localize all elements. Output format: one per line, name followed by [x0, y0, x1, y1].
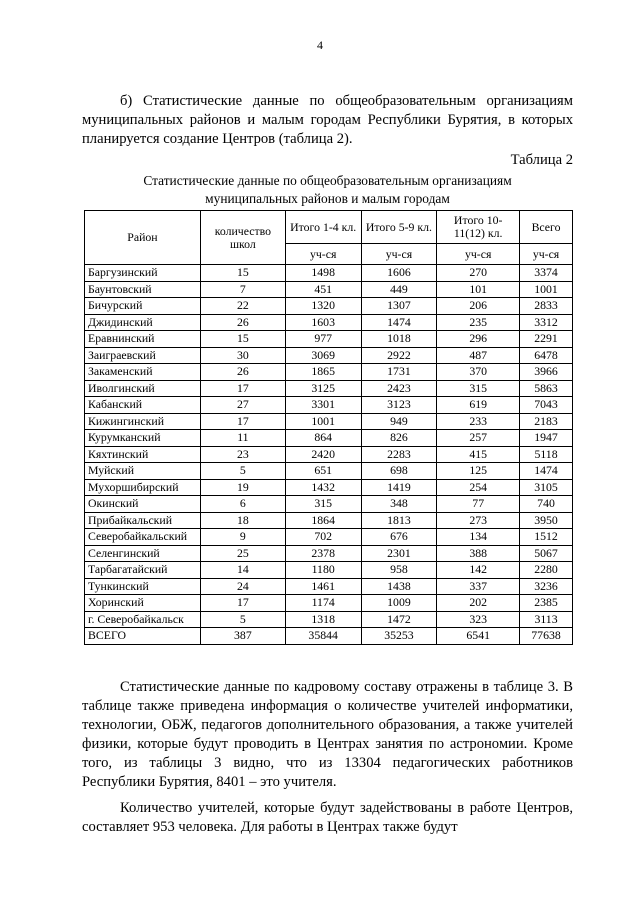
cell-schools: 17: [200, 380, 285, 397]
cell-grades-1-4: 1320: [285, 298, 361, 315]
cell-grades-5-9: 1813: [361, 512, 437, 529]
cell-district: Северобайкальский: [85, 529, 201, 546]
header-schools: количество школ: [200, 211, 285, 265]
cell-grades-1-4: 1864: [285, 512, 361, 529]
header-total: Всего: [520, 211, 573, 244]
cell-district: Тункинский: [85, 578, 201, 595]
cell-district: Хоринский: [85, 595, 201, 612]
cell-total: 7043: [520, 397, 573, 414]
header-unit: уч-ся: [285, 244, 361, 265]
cell-grades-1-4: 2420: [285, 446, 361, 463]
table-row: [85, 347, 573, 364]
cell-district: Курумканский: [85, 430, 201, 447]
cell-district: Селенгинский: [85, 545, 201, 562]
table-row: [85, 314, 573, 331]
cell-schools: 5: [200, 611, 285, 628]
cell-grades-10-11: 6541: [437, 628, 520, 645]
cell-schools: 9: [200, 529, 285, 546]
cell-total: 5863: [520, 380, 573, 397]
cell-grades-1-4: 864: [285, 430, 361, 447]
cell-total: 3236: [520, 578, 573, 595]
cell-schools: 24: [200, 578, 285, 595]
cell-total: 2385: [520, 595, 573, 612]
cell-grades-5-9: 826: [361, 430, 437, 447]
staff-paragraph: Статистические данные по кадровому составу отражены в таблице 3. В таблице также приведена информация о количестве учителей информатики, технологии, ОБЖ, педагогов дополнительного образования, а также учителей физики, которые будут проводить в Центрах занятия по астрономии. Кроме того, из таблицы 3 видно, что из 13304 педагогических работников Республики Бурятия, 8401 – это учителя.: [82, 679, 573, 790]
cell-district: Джидинский: [85, 314, 201, 331]
table-row: [85, 430, 573, 447]
cell-district: Баунтовский: [85, 281, 201, 298]
table-row: [85, 545, 573, 562]
cell-schools: 6: [200, 496, 285, 513]
cell-grades-5-9: 35253: [361, 628, 437, 645]
table-row: [85, 479, 573, 496]
header-district: Район: [85, 211, 201, 265]
intro-paragraph: б) Статистические данные по общеобразовательным организациям муниципальных районов и малым городам Республики Бурятия, в которых планируется создание Центров (таблица 2).: [82, 93, 573, 147]
cell-grades-10-11: 323: [437, 611, 520, 628]
cell-grades-10-11: 487: [437, 347, 520, 364]
cell-grades-5-9: 1419: [361, 479, 437, 496]
cell-schools: 22: [200, 298, 285, 315]
table-row: [85, 628, 573, 645]
cell-grades-1-4: 1498: [285, 265, 361, 282]
cell-grades-10-11: 296: [437, 331, 520, 348]
cell-schools: 14: [200, 562, 285, 579]
page-number: 4: [317, 38, 323, 52]
cell-district: Окинский: [85, 496, 201, 513]
statistics-table: [84, 210, 573, 645]
cell-grades-1-4: 1001: [285, 413, 361, 430]
table-row: [85, 446, 573, 463]
cell-grades-10-11: 125: [437, 463, 520, 480]
cell-grades-1-4: 35844: [285, 628, 361, 645]
table-body: [85, 265, 573, 645]
table-row: [85, 298, 573, 315]
cell-grades-10-11: 77: [437, 496, 520, 513]
cell-schools: 23: [200, 446, 285, 463]
cell-total: 3105: [520, 479, 573, 496]
table-row: [85, 578, 573, 595]
cell-district: Тарбагатайский: [85, 562, 201, 579]
cell-total: 1474: [520, 463, 573, 480]
cell-grades-5-9: 676: [361, 529, 437, 546]
cell-grades-10-11: 415: [437, 446, 520, 463]
cell-total: 3950: [520, 512, 573, 529]
header-unit: уч-ся: [437, 244, 520, 265]
cell-district: Бичурский: [85, 298, 201, 315]
table-title-line-2: муниципальных районов и малым городам: [205, 191, 450, 206]
cell-grades-10-11: 202: [437, 595, 520, 612]
cell-schools: 7: [200, 281, 285, 298]
cell-total: 1001: [520, 281, 573, 298]
cell-district: г. Северобайкальск: [85, 611, 201, 628]
cell-total: 6478: [520, 347, 573, 364]
cell-grades-5-9: 1018: [361, 331, 437, 348]
cell-grades-10-11: 142: [437, 562, 520, 579]
cell-grades-10-11: 134: [437, 529, 520, 546]
cell-grades-10-11: 337: [437, 578, 520, 595]
cell-grades-1-4: 1180: [285, 562, 361, 579]
cell-schools: 15: [200, 265, 285, 282]
table-row: [85, 364, 573, 381]
cell-total: 740: [520, 496, 573, 513]
cell-schools: 26: [200, 314, 285, 331]
cell-schools: 18: [200, 512, 285, 529]
cell-grades-5-9: 958: [361, 562, 437, 579]
cell-grades-10-11: 315: [437, 380, 520, 397]
cell-district: Закаменский: [85, 364, 201, 381]
cell-schools: 17: [200, 413, 285, 430]
cell-grades-10-11: 101: [437, 281, 520, 298]
cell-grades-10-11: 254: [437, 479, 520, 496]
cell-district: Мухоршибирский: [85, 479, 201, 496]
table-title-line-1: Статистические данные по общеобразовательным организациям: [143, 173, 512, 188]
table-row: [85, 413, 573, 430]
cell-grades-5-9: 698: [361, 463, 437, 480]
cell-grades-10-11: 370: [437, 364, 520, 381]
cell-total: 2280: [520, 562, 573, 579]
cell-schools: 26: [200, 364, 285, 381]
table-row: [85, 496, 573, 513]
cell-district: Кижингинский: [85, 413, 201, 430]
cell-grades-10-11: 270: [437, 265, 520, 282]
cell-schools: 30: [200, 347, 285, 364]
header-grades-10-11: Итого 10-11(12) кл.: [437, 211, 520, 244]
table-row: [85, 265, 573, 282]
header-grades-1-4: Итого 1-4 кл.: [285, 211, 361, 244]
cell-district: ВСЕГО: [85, 628, 201, 645]
table-row: [85, 595, 573, 612]
table-row: [85, 529, 573, 546]
table-row: [85, 281, 573, 298]
cell-grades-10-11: 233: [437, 413, 520, 430]
cell-grades-10-11: 619: [437, 397, 520, 414]
cell-schools: 15: [200, 331, 285, 348]
cell-grades-1-4: 1603: [285, 314, 361, 331]
table-label: Таблица 2: [510, 152, 573, 168]
cell-grades-10-11: 206: [437, 298, 520, 315]
cell-grades-5-9: 2283: [361, 446, 437, 463]
cell-district: Прибайкальский: [85, 512, 201, 529]
cell-grades-5-9: 1307: [361, 298, 437, 315]
cell-total: 1947: [520, 430, 573, 447]
cell-grades-5-9: 949: [361, 413, 437, 430]
cell-grades-5-9: 1438: [361, 578, 437, 595]
cell-grades-1-4: 3301: [285, 397, 361, 414]
table-title: [82, 172, 573, 208]
header-unit: уч-ся: [361, 244, 437, 265]
cell-district: Заиграевский: [85, 347, 201, 364]
cell-grades-10-11: 235: [437, 314, 520, 331]
cell-grades-5-9: 2922: [361, 347, 437, 364]
cell-total: 2833: [520, 298, 573, 315]
table-row: [85, 380, 573, 397]
cell-grades-1-4: 2378: [285, 545, 361, 562]
cell-grades-5-9: 1472: [361, 611, 437, 628]
cell-district: Иволгинский: [85, 380, 201, 397]
cell-district: Кабанский: [85, 397, 201, 414]
cell-district: Муйский: [85, 463, 201, 480]
cell-schools: 19: [200, 479, 285, 496]
cell-grades-1-4: 702: [285, 529, 361, 546]
cell-grades-1-4: 651: [285, 463, 361, 480]
cell-schools: 25: [200, 545, 285, 562]
cell-grades-10-11: 257: [437, 430, 520, 447]
cell-grades-5-9: 1731: [361, 364, 437, 381]
header-grades-5-9: Итого 5-9 кл.: [361, 211, 437, 244]
cell-schools: 5: [200, 463, 285, 480]
cell-district: Еравнинский: [85, 331, 201, 348]
cell-total: 3312: [520, 314, 573, 331]
cell-total: 5118: [520, 446, 573, 463]
cell-grades-1-4: 3069: [285, 347, 361, 364]
cell-schools: 11: [200, 430, 285, 447]
cell-grades-1-4: 3125: [285, 380, 361, 397]
cell-grades-1-4: 1865: [285, 364, 361, 381]
table-row: [85, 512, 573, 529]
cell-total: 3966: [520, 364, 573, 381]
cell-grades-1-4: 1174: [285, 595, 361, 612]
header-unit: уч-ся: [520, 244, 573, 265]
cell-total: 2291: [520, 331, 573, 348]
cell-total: 5067: [520, 545, 573, 562]
cell-total: 1512: [520, 529, 573, 546]
cell-total: 77638: [520, 628, 573, 645]
cell-grades-5-9: 2423: [361, 380, 437, 397]
cell-district: Баргузинский: [85, 265, 201, 282]
cell-grades-5-9: 348: [361, 496, 437, 513]
cell-grades-5-9: 1474: [361, 314, 437, 331]
cell-grades-10-11: 388: [437, 545, 520, 562]
teachers-paragraph: Количество учителей, которые будут задействованы в работе Центров, составляет 953 человека. Для работы в Центрах также будут: [82, 800, 573, 835]
table-row: [85, 562, 573, 579]
cell-schools: 17: [200, 595, 285, 612]
table-row: [85, 611, 573, 628]
cell-grades-5-9: 449: [361, 281, 437, 298]
table-row: [85, 463, 573, 480]
cell-schools: 387: [200, 628, 285, 645]
cell-grades-10-11: 273: [437, 512, 520, 529]
cell-grades-5-9: 3123: [361, 397, 437, 414]
cell-schools: 27: [200, 397, 285, 414]
cell-grades-5-9: 2301: [361, 545, 437, 562]
cell-grades-1-4: 1318: [285, 611, 361, 628]
cell-total: 2183: [520, 413, 573, 430]
cell-total: 3374: [520, 265, 573, 282]
cell-grades-5-9: 1606: [361, 265, 437, 282]
cell-total: 3113: [520, 611, 573, 628]
cell-grades-1-4: 451: [285, 281, 361, 298]
cell-district: Кяхтинский: [85, 446, 201, 463]
cell-grades-5-9: 1009: [361, 595, 437, 612]
table-row: [85, 331, 573, 348]
cell-grades-1-4: 315: [285, 496, 361, 513]
cell-grades-1-4: 977: [285, 331, 361, 348]
cell-grades-1-4: 1461: [285, 578, 361, 595]
cell-grades-1-4: 1432: [285, 479, 361, 496]
table-row: [85, 397, 573, 414]
